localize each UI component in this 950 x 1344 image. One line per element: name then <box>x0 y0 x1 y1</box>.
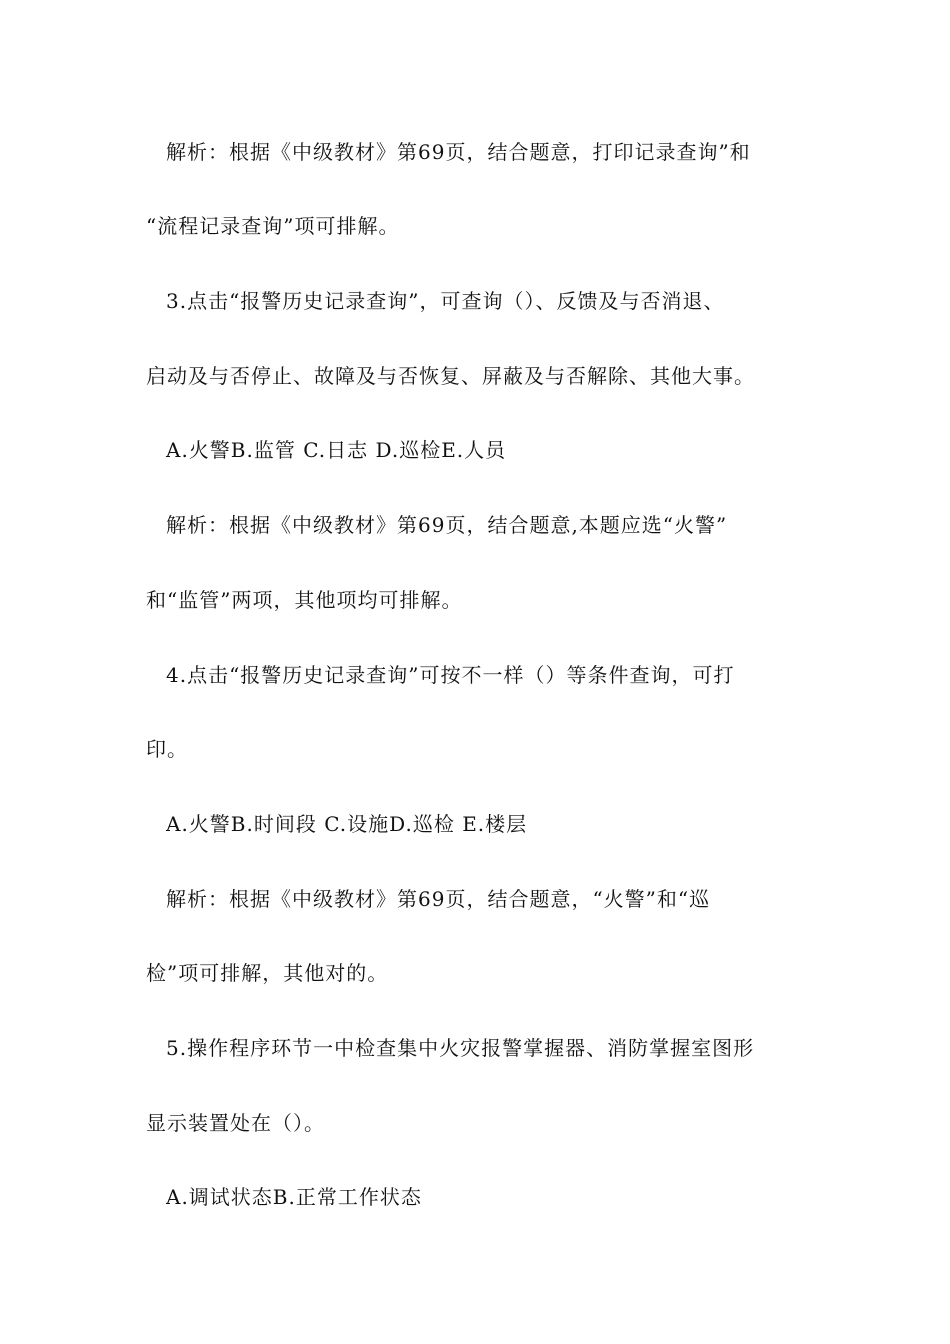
question-4-options: A.火警B.时间段 C.设施D.巡检 E.楼层 <box>166 812 528 836</box>
question-5-line-2: 显示装置处在（）。 <box>146 1111 325 1135</box>
question-4-line-1: 4.点击“报警历史记录查询”可按不一样（）等条件查询，可打 <box>166 663 735 687</box>
question-5-options: A.调试状态B.正常工作状态 <box>166 1185 422 1209</box>
analysis-3-line-1: 解析：根据《中级教材》第69页，结合题意,本题应选“火警” <box>166 513 728 537</box>
question-5-line-1: 5.操作程序环节一中检查集中火灾报警掌握器、消防掌握室图形 <box>166 1036 755 1060</box>
analysis-4-line-2: 检”项可排解，其他对的。 <box>146 961 389 985</box>
analysis-line-2: “流程记录查询”项可排解。 <box>146 214 400 238</box>
question-4-line-2: 印。 <box>146 737 188 761</box>
question-3-line-1: 3.点击“报警历史记录查询”，可查询（）、反馈及与否消退、 <box>166 289 725 313</box>
question-3-options: A.火警B.监管 C.日志 D.巡检E.人员 <box>166 438 507 462</box>
question-3-line-2: 启动及与否停止、故障及与否恢复、屏蔽及与否解除、其他大事。 <box>146 364 755 388</box>
analysis-3-line-2: 和“监管”两项，其他项均可排解。 <box>146 588 463 612</box>
analysis-line-1: 解析：根据《中级教材》第69页，结合题意，打印记录查询”和 <box>166 140 751 164</box>
analysis-4-line-1: 解析：根据《中级教材》第69页，结合题意，“火警”和“巡 <box>166 887 711 911</box>
